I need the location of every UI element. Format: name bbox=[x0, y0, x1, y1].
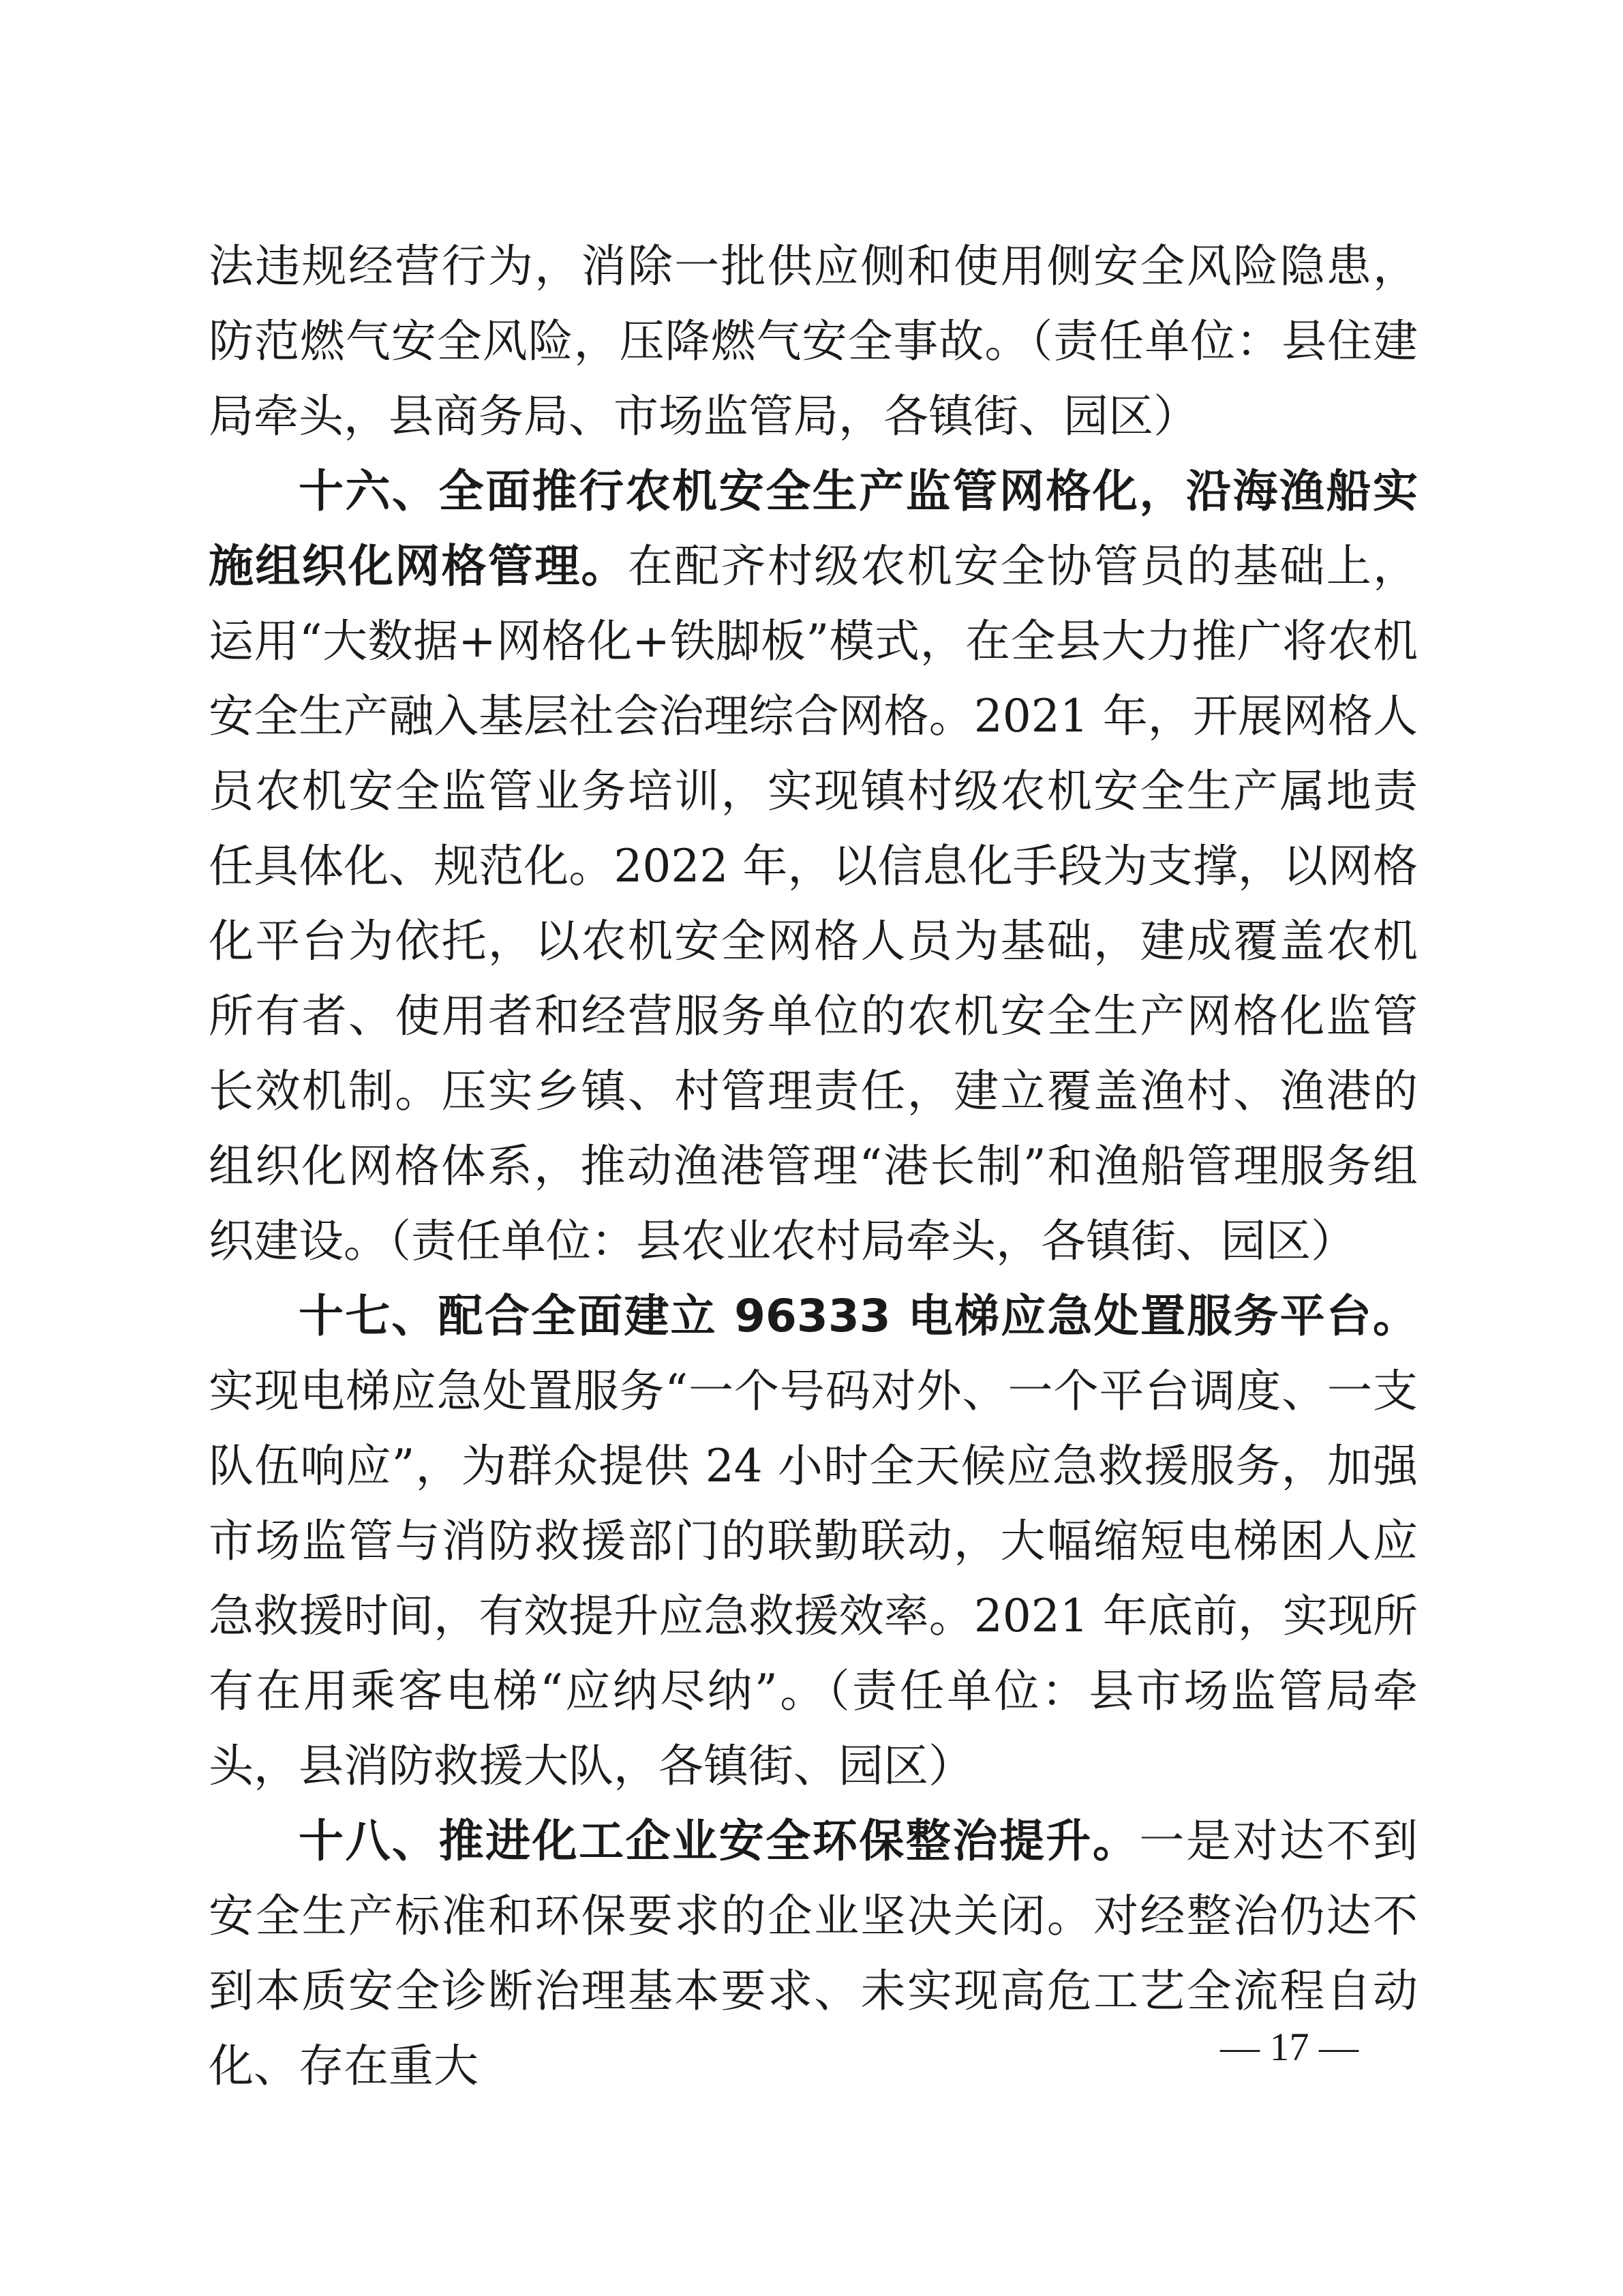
page-number: — 17 — bbox=[1220, 2025, 1359, 2069]
paragraph-item-17 bbox=[209, 1279, 1418, 1804]
paragraph-text: 法违规经营行为，消除一批供应侧和使用侧安全风险隐患，防范燃气安全风险，压降燃气安全事故。（责任单位：县住建局牵头，县商务局、市场监管局，各镇街、园区） bbox=[209, 240, 1418, 442]
paragraph-continuation bbox=[209, 229, 1418, 454]
document-body bbox=[209, 229, 1418, 2104]
item-heading: 十六、全面推行农机安全生产监管网格化，沿海渔船实施组织化网格管理。 bbox=[209, 465, 1418, 592]
paragraph-text: 实现电梯应急处置服务“一个号码对外、一个平台调度、一支队伍响应”，为群众提供 24 小时全天候应急救援服务，加强市场监管与消防救援部门的联勤联动，大幅缩短电梯困人应急救援时间，有效提升应急救援效率。2021 年底前，实现所有在用乘客电梯“应纳尽纳”。（责任单位：县市场监管局牵头，县消防救援大队，各镇街、园区） bbox=[209, 1365, 1418, 1792]
paragraph-text: 在配齐村级农机安全协管员的基础上，运用“大数据+网格化+铁脚板”模式，在全县大力推广将农机安全生产融入基层社会治理综合网格。2021 年，开展网格人员农机安全监管业务培训，实现镇村级农机安全生产属地责任具体化、规范化。2022 年，以信息化手段为支撑，以网格化平台为依托，以农机安全网格人员为基础，建成覆盖农机所有者、使用者和经营服务单位的农机安全生产网格化监管长效机制。压实乡镇、村管理责任，建立覆盖渔村、渔港的组织化网格体系，推动渔港管理“港长制”和渔船管理服务组织建设。（责任单位：县农业农村局牵头，各镇街、园区） bbox=[209, 540, 1419, 1267]
paragraph-item-16 bbox=[209, 454, 1418, 1279]
paragraph-text: 一是对达不到安全生产标准和环保要求的企业坚决关闭。对经整治仍达不到本质安全诊断治理基本要求、未实现高危工艺全流程自动化、存在重大 bbox=[209, 1815, 1419, 2092]
item-heading: 十七、配合全面建立 96333 电梯应急处置服务平台。 bbox=[299, 1290, 1418, 1342]
item-heading: 十八、推进化工企业安全环保整治提升。 bbox=[299, 1815, 1140, 1867]
